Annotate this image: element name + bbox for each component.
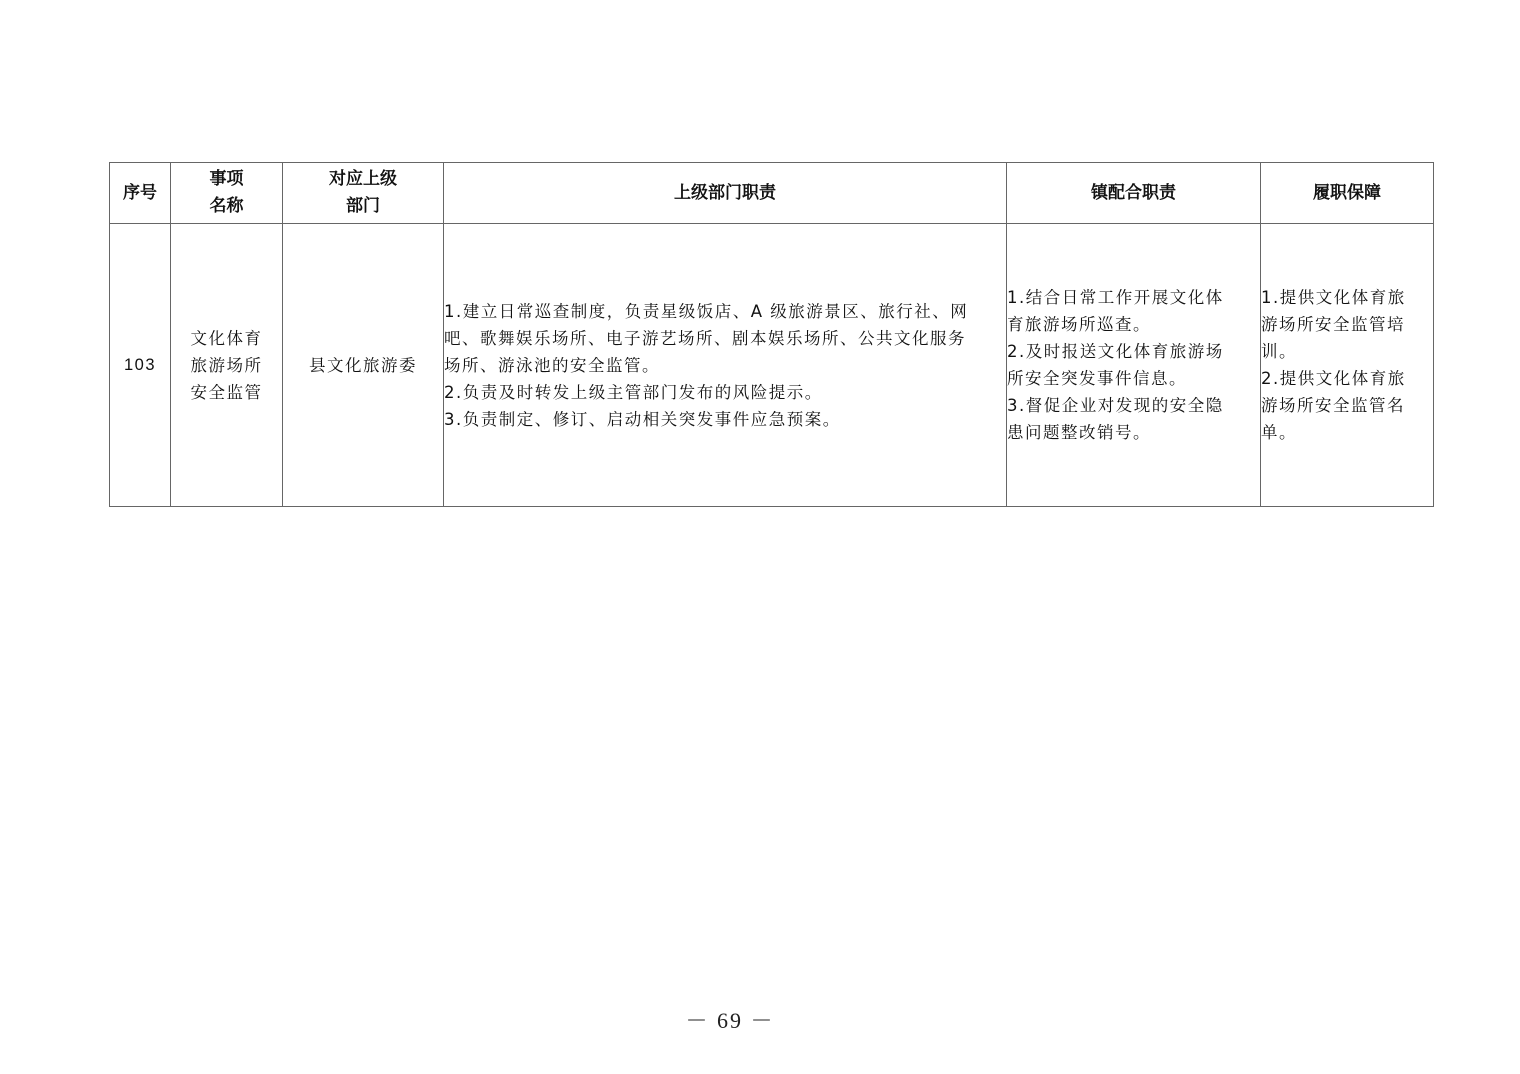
town-duty-line-2: 育旅游场所巡查。 [1007,315,1151,334]
header-item-name [171,163,283,224]
header-item-name-line-1: 事项 [209,169,244,189]
guarantee-line-5: 游场所安全监管名 [1261,396,1405,415]
town-duty-line-1: 1.结合日常工作开展文化体 [1007,288,1224,307]
item-name-line-2: 旅游场所 [190,355,263,375]
guarantee-line-1: 1.提供文化体育旅 [1261,288,1406,307]
header-upper-dept [283,163,444,224]
header-town-duty-line: 镇配合职责 [1091,182,1176,203]
cell-upper-dept: 县文化旅游委 [283,224,444,507]
header-upper-duty-line: 上级部门职责 [674,182,776,203]
header-guarantee-line: 履职保障 [1313,182,1381,203]
guarantee-line-6: 单。 [1261,423,1297,442]
header-upper-dept-line-2: 部门 [346,196,380,216]
cell-item-name [171,224,283,507]
item-name-line-3: 安全监管 [190,382,263,402]
guarantee-line-3: 训。 [1261,342,1297,361]
town-duty-line-3: 2.及时报送文化体育旅游场 [1007,342,1224,361]
header-upper-duty [444,163,1007,224]
header-upper-dept-line-1: 对应上级 [329,169,397,189]
town-duty-line-6: 患问题整改销号。 [1007,423,1151,442]
guarantee-line-4: 2.提供文化体育旅 [1261,369,1406,388]
town-duty-line-4: 所安全突发事件信息。 [1007,369,1187,388]
header-guarantee [1261,163,1434,224]
header-seq [110,163,171,224]
upper-duty-line-2: 吧、歌舞娱乐场所、电子游艺场所、剧本娱乐场所、公共文化服务 [444,328,966,348]
header-item-name-line-2: 名称 [209,196,244,216]
town-duty-line-5: 3.督促企业对发现的安全隐 [1007,396,1224,415]
upper-duty-line-4: 2.负责及时转发上级主管部门发布的风险提示。 [444,382,823,402]
item-name-line-1: 文化体育 [190,328,263,348]
upper-duty-line-1: 1.建立日常巡查制度，负责星级饭店、A 级旅游景区、旅行社、网 [444,301,969,321]
header-town-duty [1007,163,1261,224]
table-header-row [110,163,1434,224]
guarantee-line-2: 游场所安全监管培 [1261,315,1405,334]
cell-guarantee [1261,224,1434,507]
page-number: － 69 － [685,1008,775,1033]
header-seq-line: 序号 [123,182,157,203]
cell-town-duty [1007,224,1261,507]
upper-duty-line-5: 3.负责制定、修订、启动相关突发事件应急预案。 [444,409,841,429]
duty-table [109,162,1434,507]
cell-upper-duty [444,224,1007,507]
table-row [110,224,1434,507]
cell-seq: 103 [110,224,171,507]
upper-duty-line-3: 场所、游泳池的安全监管。 [444,355,660,375]
